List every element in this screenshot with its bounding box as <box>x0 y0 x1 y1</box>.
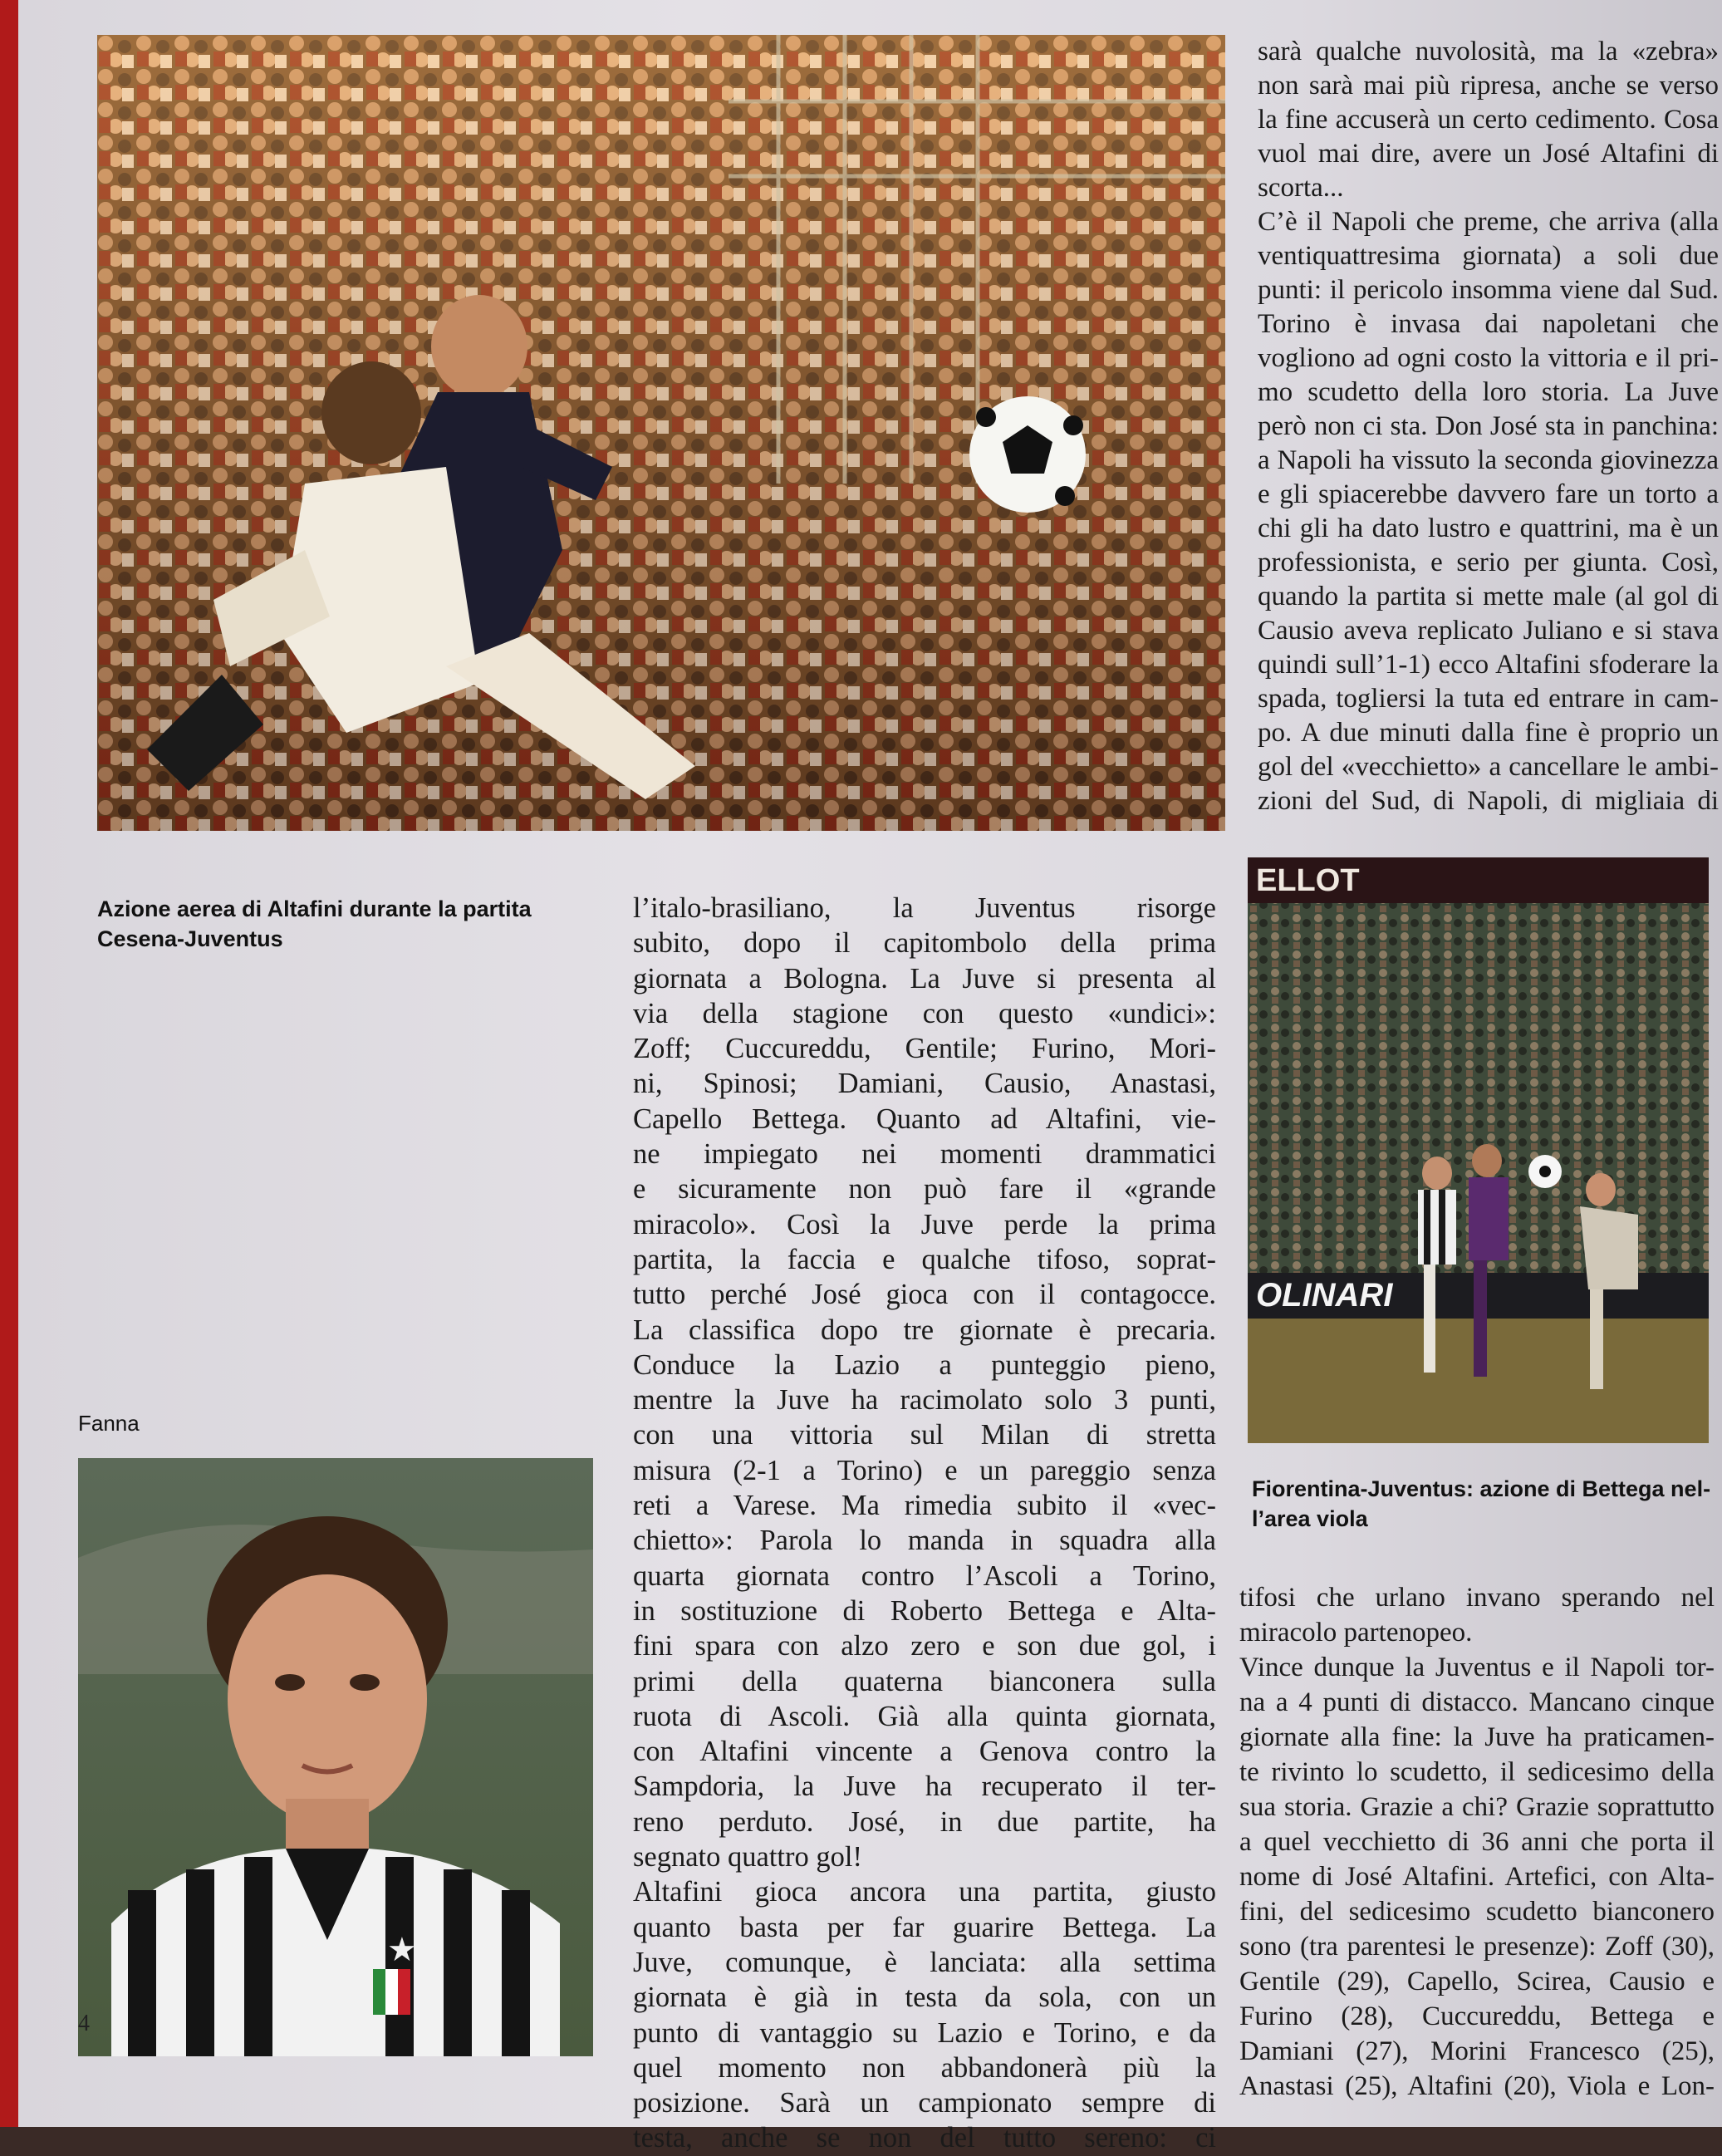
text-line: ruota di Ascoli. Già alla quinta giornata, <box>633 1700 1216 1732</box>
text-line: reti a Varese. Ma rimedia subito il «vec- <box>633 1490 1216 1522</box>
text-line: nome di José Altafini. Artefici, con Alta- <box>1239 1862 1715 1892</box>
text-line: primi della quaterna bianconera sulla <box>633 1665 1216 1697</box>
caption-line: l’area viola <box>1252 1506 1368 1531</box>
text-line: ne impiegato nei momenti drammatici <box>633 1138 1216 1171</box>
text-line: C’è il Napoli che preme, che arriva (alla <box>1258 207 1719 237</box>
stadium-banner-text: ELLOT <box>1256 863 1360 898</box>
text-line: punto di vantaggio su Lazio e Torino, e da <box>633 2016 1216 2049</box>
text-line: e gli spiacerebbe davvero fare un torto a <box>1258 479 1719 509</box>
advertising-board-text: OLINARI <box>1256 1277 1393 1314</box>
text-line: miracolo». Così la Juve perde la prima <box>633 1208 1216 1240</box>
text-line: miracolo partenopeo. <box>1239 1618 1473 1648</box>
text-line: a quel vecchietto di 36 anni che porta il <box>1239 1827 1715 1857</box>
text-line: ventiquattresima giornata) a soli due <box>1258 241 1719 271</box>
player-portrait-image <box>78 1458 593 2056</box>
text-line: Altafini gioca ancora una partita, giusto <box>633 1876 1216 1908</box>
photo-caption-cesena-juventus <box>97 894 629 954</box>
text-column-middle <box>633 891 1216 2156</box>
text-line: con una vittoria sul Milan di stretta <box>633 1419 1216 1451</box>
portrait-label: Fanna <box>78 1411 140 1436</box>
text-line: zioni del Sud, di Napoli, di migliaia di <box>1258 786 1719 816</box>
text-line: quando la partita si mette male (al gol di <box>1258 582 1719 611</box>
text-line: posizione. Sarà un campionato sempre di <box>633 2087 1216 2119</box>
text-line: Anastasi (25), Altafini (20), Viola e Lon- <box>1239 2071 1715 2101</box>
text-line: Capello Bettega. Quanto ad Altafini, vie- <box>633 1103 1216 1135</box>
text-line: giornata a Bologna. La Juve si presenta al <box>633 962 1216 995</box>
text-line: segnato quattro gol! <box>633 1841 862 1874</box>
text-line: fini spara con alzo zero e son due gol, i <box>633 1630 1216 1662</box>
text-line: quanto basta per far guarire Bettega. La <box>633 1911 1216 1943</box>
text-line: l’italo-brasiliano, la Juventus risorge <box>633 892 1216 924</box>
text-line: Torino è invasa dai napoletani che <box>1258 309 1719 339</box>
text-line: sono (tra parentesi le presenze): Zoff (30), <box>1239 1932 1715 1962</box>
text-line: reno perduto. José, in due partite, ha <box>633 1805 1216 1838</box>
text-line: misura (2-1 a Torino) e un pareggio senza <box>633 1454 1216 1486</box>
caption-line: Cesena-Juventus <box>97 926 283 951</box>
text-line: mo scudetto della loro storia. La Juve <box>1258 377 1719 407</box>
svg-text:★: ★ <box>387 1931 417 1969</box>
text-line: non sarà mai più ripresa, anche se verso <box>1258 71 1719 101</box>
text-line: a Napoli ha vissuto la seconda giovinezza <box>1258 445 1719 475</box>
text-line: po. A due minuti dalla fine è proprio un <box>1258 718 1719 748</box>
text-line: sua storia. Grazie a chi? Grazie soprattutto <box>1239 1792 1715 1822</box>
text-column-top-right <box>1258 35 1719 818</box>
page-number: 4 <box>78 2011 90 2036</box>
text-line: tifosi che urlano invano sperando nel <box>1239 1583 1715 1613</box>
text-line: punti: il pericolo insomma viene dal Sud. <box>1258 275 1719 305</box>
text-line: però non ci sta. Don José sta in panchina: <box>1258 411 1719 441</box>
book-cover-edge <box>0 0 18 2127</box>
text-line: sarà qualche nuvolosità, ma la «zebra» <box>1258 37 1719 66</box>
text-line: vuol mai dire, avere un José Altafini di <box>1258 139 1719 169</box>
text-line: te rivinto lo scudetto, il sedicesimo della <box>1239 1757 1715 1787</box>
photo-fiorentina-juventus <box>1248 857 1709 1443</box>
text-line: Juve, comunque, è lanciata: alla settima <box>633 1946 1216 1978</box>
text-line: scorta... <box>1258 173 1344 203</box>
caption-line: Azione aerea di Altafini durante la partita <box>97 896 532 921</box>
text-line: Vince dunque la Juventus e il Napoli tor- <box>1239 1653 1715 1682</box>
text-line: Sampdoria, la Juve ha recuperato il ter- <box>633 1770 1216 1803</box>
book-page <box>18 0 1722 2154</box>
text-line: ni, Spinosi; Damiani, Causio, Anastasi, <box>633 1068 1216 1100</box>
text-line: chietto»: Parola lo manda in squadra alla <box>633 1525 1216 1557</box>
text-line: Gentile (29), Capello, Scirea, Causio e <box>1239 1967 1715 1996</box>
text-line: La classifica dopo tre giornate è precaria. <box>633 1314 1216 1346</box>
text-line: fini, del sedicesimo scudetto bianconero <box>1239 1897 1715 1927</box>
text-line: partita, la faccia e qualche tifoso, soprat- <box>633 1243 1216 1275</box>
text-line: spada, togliersi la tuta ed entrare in cam- <box>1258 684 1719 714</box>
text-line: subito, dopo il capitombolo della prima <box>633 927 1216 960</box>
text-line: gol del «vecchietto» a cancellare le ambi- <box>1258 752 1719 782</box>
text-line: giornata è già in testa da sola, con un <box>633 1982 1216 2014</box>
photo-cesena-juventus <box>97 35 1225 831</box>
caption-line: Fiorentina-Juventus: azione di Bettega nel- <box>1252 1476 1711 1501</box>
text-line: testa, anche se non del tutto sereno: ci <box>633 2122 1216 2154</box>
text-line: in sostituzione di Roberto Bettega e Alta- <box>633 1594 1216 1627</box>
text-line: mentre la Juve ha racimolato solo 3 punti, <box>633 1384 1216 1417</box>
text-line: vogliono ad ogni costo la vittoria e il pri- <box>1258 343 1719 373</box>
text-line: Damiani (27), Morini Francesco (25), <box>1239 2036 1715 2066</box>
photo-caption-fiorentina-juventus <box>1252 1474 1717 1534</box>
text-line: Conduce la Lazio a punteggio pieno, <box>633 1348 1216 1381</box>
text-line: giornate alla fine: la Juve ha praticamen- <box>1239 1722 1715 1752</box>
text-line: professionista, e serio per giunta. Così, <box>1258 548 1719 577</box>
text-line: na a 4 punti di distacco. Mancano cinque <box>1239 1687 1715 1717</box>
crowd-scene-image <box>97 35 1225 831</box>
text-column-bottom-right <box>1239 1580 1715 2104</box>
stadium-scene-image <box>1248 857 1709 1443</box>
text-line: e sicuramente non può fare il «grande <box>633 1173 1216 1206</box>
text-line: con Altafini vincente a Genova contro la <box>633 1736 1216 1768</box>
text-line: Zoff; Cuccureddu, Gentile; Furino, Mori- <box>633 1033 1216 1065</box>
text-line: via della stagione con questo «undici»: <box>633 997 1216 1029</box>
text-line: chi gli ha dato lustro e quattrini, ma è un <box>1258 513 1719 543</box>
text-line: quel momento non abbandonerà più la <box>633 2051 1216 2084</box>
text-line: Causio aveva replicato Juliano e si stava <box>1258 616 1719 646</box>
portrait-fanna <box>78 1458 593 2056</box>
text-line: Furino (28), Cuccureddu, Bettega e <box>1239 2001 1715 2031</box>
text-line: tutto perché José gioca con il contagocce. <box>633 1279 1216 1311</box>
text-line: quindi sull’1-1) ecco Altafini sfoderare la <box>1258 650 1719 680</box>
text-line: quarta giornata contro l’Ascoli a Torino, <box>633 1559 1216 1592</box>
text-line: la fine accuserà un certo cedimento. Cosa <box>1258 105 1719 135</box>
